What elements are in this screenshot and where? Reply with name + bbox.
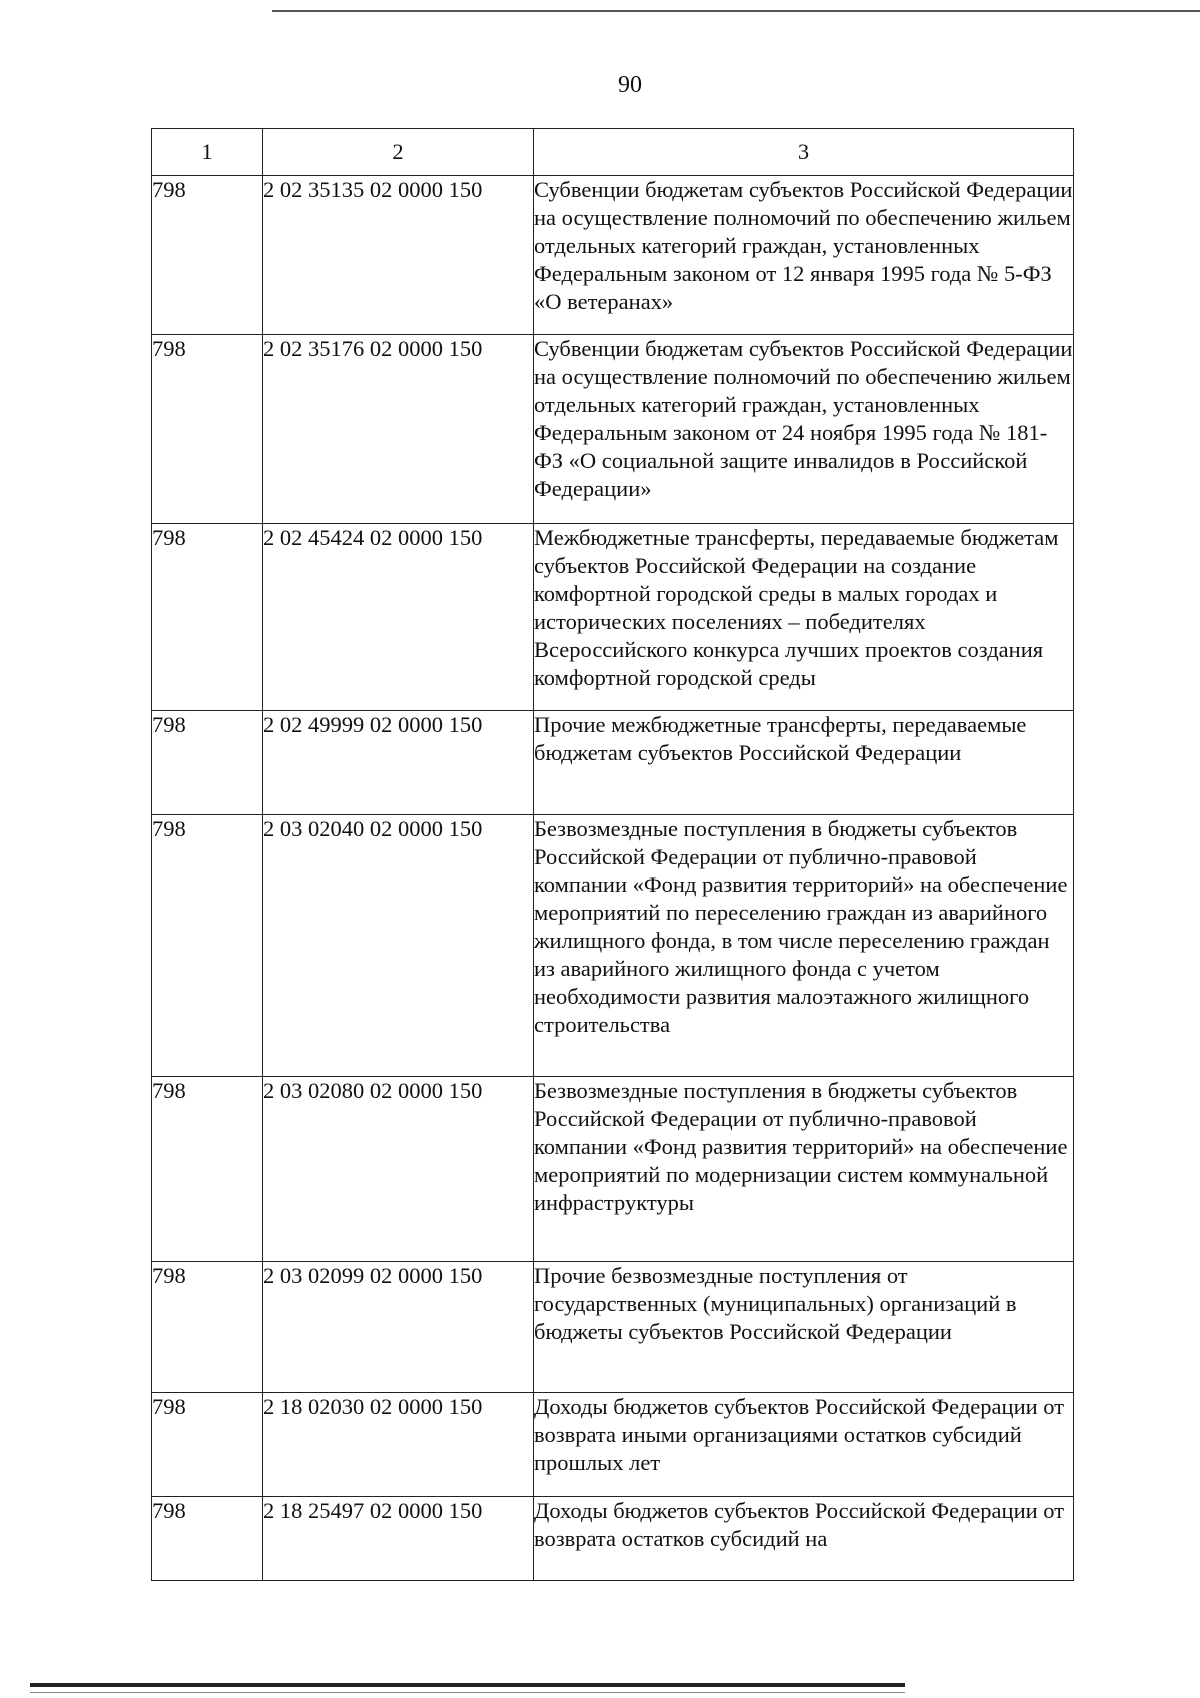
admin-code-cell: 798 (152, 524, 263, 711)
admin-code-cell: 798 (152, 335, 263, 524)
admin-code-cell: 798 (152, 176, 263, 335)
kbk-code-cell: 2 18 02030 02 0000 150 (263, 1393, 534, 1497)
kbk-code-cell: 2 02 35176 02 0000 150 (263, 335, 534, 524)
table-row (152, 711, 1074, 815)
description-cell: Прочие безвозмездные поступления от государственных (муниципальных) организаций в бюджеты субъектов Российской Федерации (534, 1262, 1074, 1393)
table-row (152, 1077, 1074, 1262)
kbk-code-cell: 2 03 02080 02 0000 150 (263, 1077, 534, 1262)
scan-edge-line-bottom-thin (30, 1692, 905, 1693)
table-row (152, 176, 1074, 335)
kbk-code-cell: 2 18 25497 02 0000 150 (263, 1497, 534, 1581)
scan-edge-line-top (272, 10, 1200, 12)
table-row (152, 1393, 1074, 1497)
table-row (152, 524, 1074, 711)
table-row (152, 815, 1074, 1077)
admin-code-cell: 798 (152, 711, 263, 815)
description-cell: Безвозмездные поступления в бюджеты субъектов Российской Федерации от публично-правовой компании «Фонд развития территорий» на обеспечение мероприятий по модернизации систем коммунальной инфраструктуры (534, 1077, 1074, 1262)
kbk-code-cell: 2 02 45424 02 0000 150 (263, 524, 534, 711)
admin-code-cell: 798 (152, 1262, 263, 1393)
table-row (152, 335, 1074, 524)
description-cell: Субвенции бюджетам субъектов Российской Федерации на осуществление полномочий по обеспечению жильем отдельных категорий граждан, установленных Федеральным законом от 12 января 1995 года № 5-ФЗ «О ветеранах» (534, 176, 1074, 335)
table-row (152, 1262, 1074, 1393)
table-header-row (152, 129, 1074, 176)
description-cell: Доходы бюджетов субъектов Российской Федерации от возврата остатков субсидий на (534, 1497, 1074, 1581)
header-cell-1: 1 (152, 129, 263, 176)
admin-code-cell: 798 (152, 1393, 263, 1497)
table-row (152, 1497, 1074, 1581)
admin-code-cell: 798 (152, 1077, 263, 1262)
scan-edge-line-bottom (30, 1683, 905, 1687)
header-cell-2: 2 (263, 129, 534, 176)
kbk-code-cell: 2 02 49999 02 0000 150 (263, 711, 534, 815)
page-number: 90 (618, 72, 642, 98)
budget-code-table (151, 128, 1074, 1581)
kbk-code-cell: 2 03 02040 02 0000 150 (263, 815, 534, 1077)
kbk-code-cell: 2 02 35135 02 0000 150 (263, 176, 534, 335)
admin-code-cell: 798 (152, 815, 263, 1077)
kbk-code-cell: 2 03 02099 02 0000 150 (263, 1262, 534, 1393)
header-cell-3: 3 (534, 129, 1074, 176)
description-cell: Межбюджетные трансферты, передаваемые бюджетам субъектов Российской Федерации на создание комфортной городской среды в малых городах и исторических поселениях – победителях Всероссийского конкурса лучших проектов создания комфортной городской среды (534, 524, 1074, 711)
description-cell: Субвенции бюджетам субъектов Российской Федерации на осуществление полномочий по обеспечению жильем отдельных категорий граждан, установленных Федеральным законом от 24 ноября 1995 года № 181-ФЗ «О социальной защите инвалидов в Российской Федерации» (534, 335, 1074, 524)
admin-code-cell: 798 (152, 1497, 263, 1581)
description-cell: Безвозмездные поступления в бюджеты субъектов Российской Федерации от публично-правовой компании «Фонд развития территорий» на обеспечение мероприятий по переселению граждан из аварийного жилищного фонда, в том числе переселению граждан из аварийного жилищного фонда с учетом необходимости развития малоэтажного жилищного строительства (534, 815, 1074, 1077)
description-cell: Прочие межбюджетные трансферты, передаваемые бюджетам субъектов Российской Федерации (534, 711, 1074, 815)
description-cell: Доходы бюджетов субъектов Российской Федерации от возврата иными организациями остатков субсидий прошлых лет (534, 1393, 1074, 1497)
